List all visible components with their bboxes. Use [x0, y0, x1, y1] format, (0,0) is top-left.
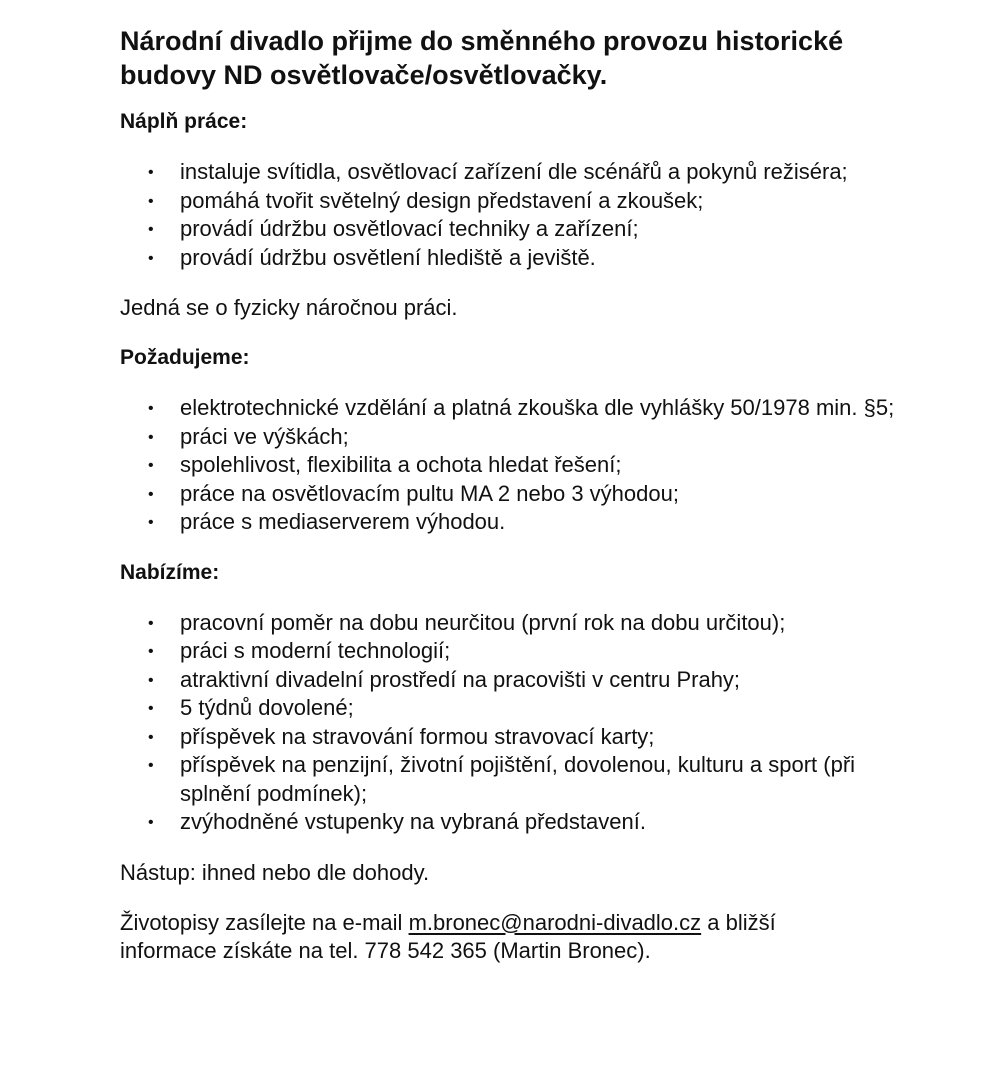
list-item: • práci s moderní technologií;: [120, 637, 920, 666]
list-item: • 5 týdnů dovolené;: [120, 694, 920, 723]
bullet-icon: •: [148, 485, 154, 503]
bullet-icon: •: [148, 221, 154, 238]
list-item: • zvýhodněné vstupenky na vybraná představení.: [120, 808, 920, 837]
list-item: • spolehlivost, flexibilita a ochota hledat řešení;: [120, 451, 920, 480]
list-item: • příspěvek na penzijní, životní pojištění, dovolenou, kulturu a sport (při splnění podmínek);: [148, 752, 856, 806]
list-item: • instaluje svítidla, osvětlovací zařízení dle scénářů a pokynů režiséra;: [120, 158, 920, 187]
section-heading-requirements: Požadujeme:: [120, 346, 250, 369]
physical-note: Jedná se o fyzicky náročnou práci.: [120, 295, 458, 320]
contact-text: Životopisy zasílejte na e-mail: [120, 909, 409, 935]
section-heading-offer: Nabízíme:: [120, 560, 220, 584]
list-item: • elektrotechnické vzdělání a platná zkouška dle vyhlášky 50/1978 min. §5;: [120, 394, 920, 423]
list-item: • pracovní poměr na dobu neurčitou (první rok na dobu určitou);: [120, 609, 920, 638]
list-item: • atraktivní divadelní prostředí na pracovišti v centru Prahy;: [120, 666, 920, 695]
bullet-icon: •: [148, 514, 154, 531]
list-item: • provádí údržbu osvětlení hlediště a jeviště.: [120, 244, 920, 273]
list-item: • příspěvek na stravování formou stravovací karty;: [120, 723, 920, 752]
list-item: • práce s mediaserverem výhodou.: [120, 508, 920, 537]
bullet-icon: •: [148, 643, 154, 660]
contact-info: [120, 909, 920, 965]
list-item: • provádí údržbu osvětlovací techniky a zařízení;: [120, 215, 920, 244]
email-link[interactable]: m.bronec@narodni-divadlo.cz: [408, 909, 702, 935]
bullet-icon: •: [148, 457, 154, 474]
bullet-icon: •: [148, 164, 154, 181]
start-note: Nástup: ihned nebo dle dohody.: [120, 859, 430, 885]
bullet-icon: •: [148, 671, 154, 689]
bullet-icon: •: [148, 814, 154, 831]
bullet-icon: •: [148, 428, 154, 446]
requirements-list: [120, 394, 920, 537]
section-heading-duties: Náplň práce:: [120, 110, 248, 133]
bullet-icon: •: [148, 614, 154, 632]
bullet-icon: •: [148, 249, 154, 267]
bullet-icon: •: [148, 757, 154, 774]
list-item: • pomáhá tvořit světelný design představení a zkoušek;: [120, 187, 920, 216]
bullet-icon: •: [148, 192, 154, 210]
job-posting: [120, 24, 920, 965]
duties-list: [120, 158, 920, 272]
bullet-icon: •: [148, 400, 154, 417]
bullet-icon: •: [148, 728, 154, 746]
bullet-icon: •: [148, 700, 154, 717]
list-item: • práci ve výškách;: [120, 423, 920, 452]
list-item: • práce na osvětlovacím pultu MA 2 nebo 3 výhodou;: [120, 480, 920, 509]
page-title: Národní divadlo přijme do směnného provozu historické budovy ND osvětlovače/osvětlovačky.: [120, 26, 844, 90]
offer-list: [120, 609, 920, 837]
contact-phone-text: informace získáte na tel. 778 542 365 (Martin Bronec).: [120, 937, 651, 963]
contact-text: a bližší: [701, 909, 776, 935]
